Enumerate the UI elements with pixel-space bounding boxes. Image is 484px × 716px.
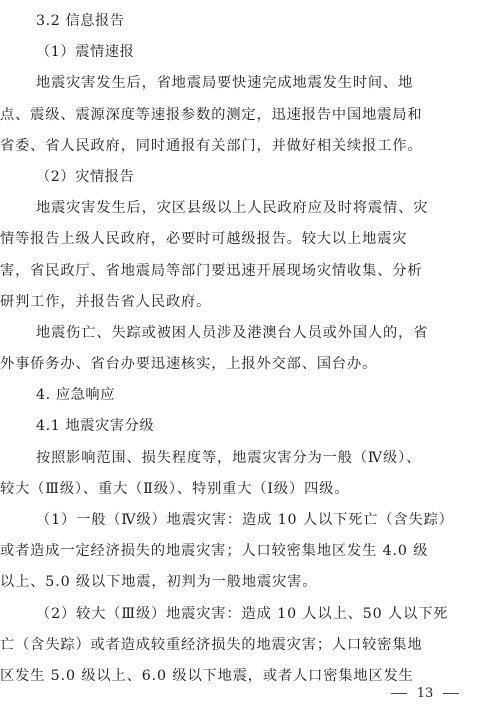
page-number: 13 [416, 685, 434, 701]
document-body [0, 6, 472, 692]
paragraph-line: （2）较大（Ⅲ级）地震灾害：造成 10 人以上、50 人以下死 [36, 605, 449, 622]
paragraph-line: 亡（含失踪）或者造成较重经济损失的地震灾害；人口较密集地 [0, 636, 423, 653]
footer-dash-left [391, 693, 407, 694]
paragraph-line: 外事侨务办、省台办要迅速核实，上报外交部、国台办。 [0, 356, 378, 373]
subsection-disaster-report-heading: （2）灾情报告 [36, 168, 135, 185]
section-3-2-heading: 3.2 信息报告 [36, 13, 125, 29]
paragraph-line: 害，省民政厅、省地震局等部门要迅速开展现场灾情收集、分析 [0, 262, 423, 279]
paragraph-line: 地震灾害发生后，省地震局要快速完成地震发生时间、地 [36, 75, 414, 92]
paragraph-line: 或者造成一定经济损失的地震灾害；人口较密集地区发生 4.0 级 [0, 543, 429, 560]
paragraph-line: 按照影响范围、损失程度等，地震灾害分为一般（Ⅳ级）、 [36, 449, 422, 466]
paragraph-line: 情等报告上级人民政府，必要时可越级报告。较大以上地震灾 [0, 231, 408, 248]
paragraph-line: 点、震级、震源深度等速报参数的测定，迅速报告中国地震局和 [0, 106, 423, 123]
page-footer [380, 682, 470, 704]
paragraph-line: 以上、5.0 级以下地震，初判为一般地震灾害。 [0, 574, 318, 591]
paragraph-line: 较大（Ⅲ级）、重大（Ⅱ级）、特别重大（Ⅰ级）四级。 [0, 480, 350, 497]
paragraph-line: 地震伤亡、失踪或被困人员涉及港澳台人员或外国人的，省 [36, 324, 429, 341]
paragraph-line: 研判工作，并报告省人民政府。 [0, 293, 212, 310]
subsection-earthquake-report-heading: （1）震情速报 [36, 44, 135, 61]
paragraph-line: 地震灾害发生后，灾区县级以上人民政府应及时将震情、灾 [36, 200, 429, 217]
section-4-heading: 4. 应急响应 [36, 387, 115, 404]
section-4-1-heading: 4.1 地震灾害分级 [36, 418, 155, 435]
footer-dash-right [443, 693, 459, 694]
paragraph-line: 区发生 5.0 级以上、6.0 级以下地震，或者人口密集地区发生 [0, 667, 414, 684]
paragraph-line: 省委、省人民政府，同时通报有关部门，并做好相关续报工作。 [0, 137, 423, 154]
paragraph-line: （1）一般（Ⅳ级）地震灾害：造成 10 人以下死亡（含失踪） [36, 512, 454, 528]
